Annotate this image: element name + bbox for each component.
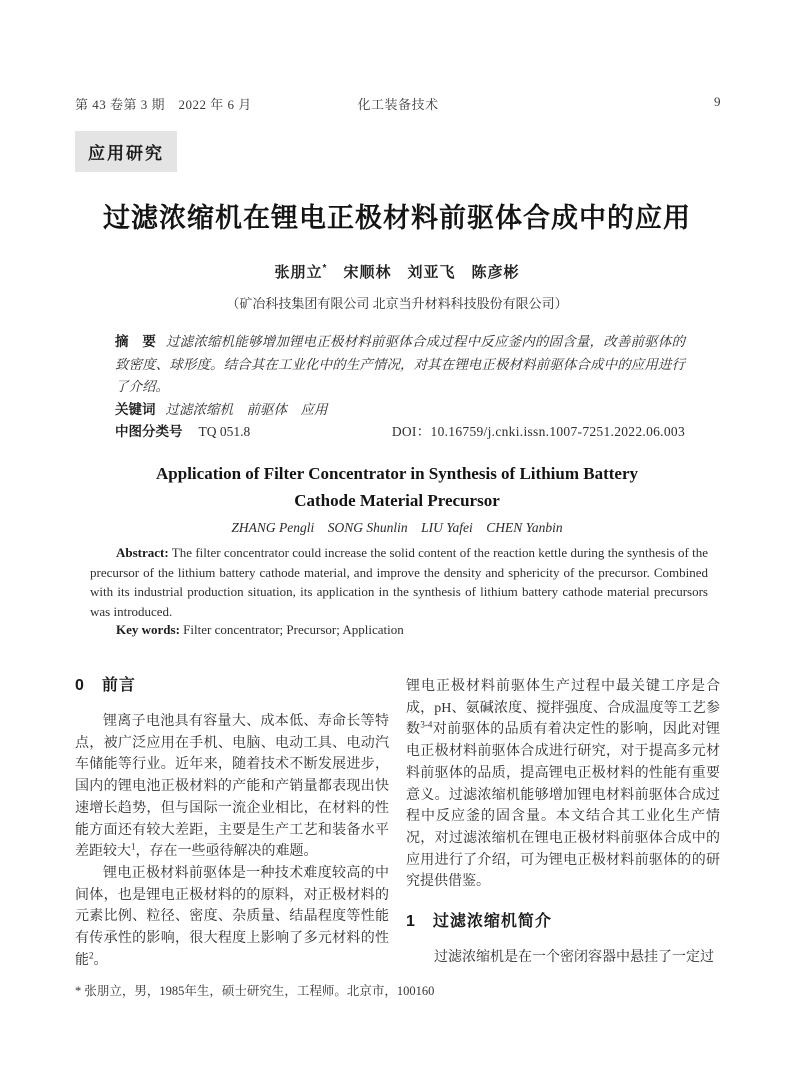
left-column bbox=[75, 676, 389, 971]
abstract-block-cn bbox=[115, 331, 685, 444]
paragraph: 锂电正极材料前驱体生产过程中最关键工序是合成，pH、氨碱浓度、搅拌强度、合成温度等工艺参数$^{3-4}$对前驱体的品质有着决定性的影响，因此对锂电正极材料前驱体合成进行研究，对于提高多元材料前驱体的品质，提高锂电正极材料的性能有重要意义。过滤浓缩机能够增加锂电材料前驱体合成过程中反应釜的固含量。本文结合其工业化生产情况，对过滤浓缩机在锂电正极材料前驱体合成中的应用进行了介绍，可为锂电正极材料前驱体的的研究提供借鉴。 bbox=[406, 679, 721, 890]
abstract-cn bbox=[115, 331, 685, 399]
abstract-text-cn: 过滤浓缩机能够增加锂电正极材料前驱体合成过程中反应釜内的固含量，改善前驱体的致密度、球形度。结合其在工业化中的生产情况，对其在锂电正极材料前驱体合成中的应用进行了介绍。 bbox=[115, 334, 686, 394]
keywords-label-cn: 关键词 bbox=[115, 401, 156, 417]
section-1-heading: 1 过滤浓缩机简介 bbox=[406, 913, 552, 931]
abstract-label-en: Abstract: bbox=[116, 545, 169, 560]
keywords-text-en: Filter concentrator; Precursor; Application bbox=[179, 622, 404, 637]
issue-info: 第 43 卷第 3 期 2022 年 6 月 bbox=[75, 97, 252, 112]
paragraph: 锂电正极材料前驱体是一种技术难度较高的中间体，也是锂电正极材料的的原料，对正极材料的元素比例、粒径、密度、杂质量、结晶程度等性能有传承性的影响，很大程度上影响了多元材料的性能$^2$。 bbox=[75, 865, 389, 968]
body-columns bbox=[75, 676, 720, 971]
abstract-en bbox=[90, 543, 708, 621]
keywords-text-cn: 过滤浓缩机 前驱体 应用 bbox=[165, 401, 328, 417]
keywords-label-en: Key words: bbox=[116, 622, 180, 637]
authors-en: ZHANG Pengli SONG Shunlin LIU Yafei CHEN Yanbin bbox=[231, 520, 563, 535]
abstract-label-cn: 摘 要 bbox=[115, 334, 156, 349]
keywords-cn bbox=[115, 399, 685, 422]
affiliation: （矿冶科技集团有限公司 北京当升材料科技股份有限公司） bbox=[226, 296, 568, 311]
author-footnote: * 张朋立，男，1985年生，硕士研究生，工程师。北京市，100160 bbox=[75, 984, 435, 998]
clc-value: TQ 051.8 bbox=[198, 424, 251, 439]
section-0-heading: 0 前言 bbox=[75, 677, 136, 694]
paragraph: 锂离子电池具有容量大、成本低、寿命长等特点，被广泛应用在手机、电脑、电动工具、电动汽车储能等行业。近年来，随着技术不断发展进步，国内的锂电池正极材料的产能和产销量都表现出快速增长趋势，但与国际一流企业相比，在材料的性能方面还有较大差距，主要是生产工艺和装备水平差距较大$^1$，存在一些亟待解决的难题。 bbox=[75, 714, 389, 860]
column-tag: 应用研究 bbox=[75, 131, 177, 172]
journal-name: 化工装备技术 bbox=[357, 97, 439, 112]
clc-label: 中图分类号 bbox=[115, 424, 183, 439]
clc bbox=[115, 421, 250, 444]
page-number: 9 bbox=[714, 94, 721, 109]
abstract-text-en: The filter concentrator could increase the solid content of the reaction kettle during the synthesis of the precursor of the lithium battery cathode material, and improve the density and sphericity of the precursor. Combined with its industrial production situation, its application in the synthesis of lithium battery cathode material precursors was introduced. bbox=[90, 545, 708, 619]
article-title-cn: 过滤浓缩机在锂电正极材料前驱体合成中的应用 bbox=[103, 203, 691, 233]
article-title-en-line2: Cathode Material Precursor bbox=[294, 491, 500, 510]
keywords-en bbox=[90, 622, 708, 638]
authors-cn: 张朋立* 宋顺林 刘亚飞 陈彦彬 bbox=[274, 263, 520, 281]
article-title-en-line1: Application of Filter Concentrator in Synthesis of Lithium Battery bbox=[156, 464, 638, 483]
clc-doi-row bbox=[115, 421, 685, 444]
right-column bbox=[406, 676, 720, 971]
doi: DOI：10.16759/j.cnki.issn.1007-7251.2022.06.003 bbox=[391, 424, 685, 439]
article-title-en bbox=[0, 460, 794, 514]
paragraph: 过滤浓缩机是在一个密闭容器中悬挂了一定过 bbox=[434, 950, 714, 966]
running-head bbox=[75, 94, 721, 112]
